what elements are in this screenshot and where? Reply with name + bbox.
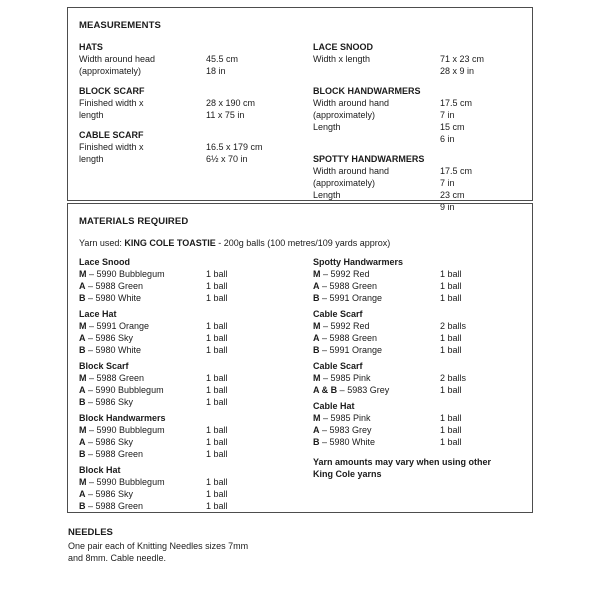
materials-group-title: Lace Hat	[79, 309, 117, 319]
yarn-shade-name: 5988 Green	[329, 281, 378, 291]
measurement-row	[313, 109, 524, 121]
yarn-quantity: 1 ball	[440, 333, 462, 343]
needles-text-line: and 8mm. Cable needle.	[68, 553, 167, 563]
measurement-group	[79, 129, 313, 165]
materials-group	[313, 308, 524, 356]
yarn-shade-label	[313, 344, 440, 356]
yarn-quantity: 1 ball	[440, 425, 462, 435]
measurement-value: 7 in	[440, 110, 455, 120]
yarn-shade-key: M	[79, 425, 87, 435]
yarn-row	[79, 436, 313, 448]
yarn-shade-key: A	[79, 333, 86, 343]
yarn-note-line: Yarn amounts may vary when using other	[313, 457, 492, 467]
measurement-row	[313, 65, 524, 77]
yarn-row	[313, 332, 524, 344]
yarn-shade-separator: –	[85, 437, 96, 447]
measurement-row	[313, 165, 524, 177]
yarn-shade-name: 5988 Green	[95, 281, 144, 291]
materials-group-title: Cable Hat	[313, 401, 355, 411]
yarn-shade-name: 5991 Orange	[96, 321, 150, 331]
measurement-value: 7 in	[440, 178, 455, 188]
measurement-label: (approximately)	[313, 110, 376, 120]
yarn-quantity: 1 ball	[440, 437, 462, 447]
yarn-used-line	[79, 237, 524, 249]
yarn-shade-label	[79, 372, 206, 384]
materials-title: MATERIALS REQUIRED	[79, 216, 189, 227]
yarn-quantity: 1 ball	[206, 477, 228, 487]
yarn-shade-name: 5990 Bubblegum	[95, 385, 164, 395]
yarn-shade-separator: –	[320, 373, 331, 383]
yarn-shade-label	[79, 292, 206, 304]
yarn-shade-name: 5988 Green	[95, 449, 144, 459]
yarn-shade-separator: –	[319, 345, 330, 355]
yarn-row	[79, 424, 313, 436]
yarn-note	[313, 456, 524, 480]
measurement-label: Width x length	[313, 54, 371, 64]
materials-group	[79, 360, 313, 408]
yarn-row	[313, 280, 524, 292]
yarn-shade-name: 5985 Pink	[330, 373, 371, 383]
yarn-row	[79, 488, 313, 500]
needles-text-line: One pair each of Knitting Needles sizes 7mm	[68, 541, 249, 551]
yarn-shade-key: M	[79, 321, 87, 331]
yarn-row	[313, 412, 524, 424]
measurement-group-title: BLOCK HANDWARMERS	[313, 86, 421, 96]
measurement-label: length	[79, 110, 104, 120]
yarn-shade-separator: –	[86, 373, 97, 383]
yarn-quantity: 1 ball	[440, 281, 462, 291]
yarn-shade-label	[79, 436, 206, 448]
yarn-shade-separator: –	[85, 281, 96, 291]
measurement-label: Width around hand	[313, 166, 390, 176]
measurements-title: MEASUREMENTS	[79, 20, 161, 31]
yarn-shade-separator: –	[85, 345, 96, 355]
measurement-value: 16.5 x 179 cm	[206, 142, 263, 152]
measurements-column-left	[79, 41, 313, 173]
measurement-value: 18 in	[206, 66, 226, 76]
measurement-value: 11 x 75 in	[206, 110, 245, 120]
yarn-shade-name: 5991 Orange	[329, 293, 383, 303]
yarn-shade-label	[79, 268, 206, 280]
yarn-shade-key: M	[79, 373, 87, 383]
yarn-shade-separator: –	[319, 333, 330, 343]
yarn-row	[79, 384, 313, 396]
yarn-shade-label	[313, 372, 440, 384]
yarn-quantity: 1 ball	[206, 321, 228, 331]
yarn-shade-key: B	[313, 345, 320, 355]
yarn-shade-separator: –	[85, 449, 96, 459]
yarn-shade-label	[79, 424, 206, 436]
measurement-label: Finished width x	[79, 98, 144, 108]
yarn-quantity: 1 ball	[206, 281, 228, 291]
yarn-shade-key: A	[79, 385, 86, 395]
measurement-value: 71 x 23 cm	[440, 54, 485, 64]
yarn-shade-key: B	[79, 449, 86, 459]
yarn-row	[79, 292, 313, 304]
yarn-shade-key: B	[313, 437, 320, 447]
yarn-shade-separator: –	[320, 321, 331, 331]
materials-group-title: Cable Scarf	[313, 309, 363, 319]
yarn-shade-separator: –	[85, 397, 96, 407]
yarn-shade-name: 5980 White	[95, 293, 142, 303]
measurement-row	[313, 189, 524, 201]
yarn-shade-separator: –	[320, 269, 331, 279]
yarn-shade-label	[79, 332, 206, 344]
yarn-shade-name: 5986 Sky	[95, 397, 134, 407]
yarn-shade-name: 5991 Orange	[329, 345, 383, 355]
measurement-label	[313, 65, 440, 77]
yarn-shade-label	[313, 280, 440, 292]
measurement-value: 17.5 cm	[440, 166, 473, 176]
yarn-shade-key: A	[79, 281, 86, 291]
yarn-row	[79, 448, 313, 460]
yarn-row	[79, 320, 313, 332]
yarn-shade-name: 5980 White	[329, 437, 376, 447]
yarn-shade-label	[79, 500, 206, 512]
yarn-quantity: 1 ball	[206, 449, 228, 459]
measurement-row	[313, 133, 524, 145]
measurement-row	[79, 109, 313, 121]
measurement-group	[313, 85, 524, 145]
yarn-shade-separator: –	[86, 321, 97, 331]
measurement-group-title: HATS	[79, 42, 103, 52]
yarn-shade-name: 5992 Red	[330, 321, 370, 331]
measurement-value: 23 cm	[440, 190, 465, 200]
yarn-shade-label	[313, 384, 440, 396]
materials-group-title: Lace Snood	[79, 257, 131, 267]
measurement-label: Finished width x	[79, 142, 144, 152]
yarn-shade-key: M	[313, 269, 321, 279]
yarn-shade-key: A	[313, 281, 320, 291]
measurement-group	[79, 85, 313, 121]
yarn-shade-key: A	[313, 333, 320, 343]
materials-group	[79, 256, 313, 304]
yarn-row	[313, 436, 524, 448]
yarn-shade-label	[313, 436, 440, 448]
yarn-shade-key: M	[313, 321, 321, 331]
measurement-row	[79, 97, 313, 109]
yarn-row	[79, 280, 313, 292]
materials-group-title: Spotty Handwarmers	[313, 257, 404, 267]
yarn-shade-separator: –	[85, 385, 96, 395]
measurement-value: 45.5 cm	[206, 54, 239, 64]
yarn-shade-name: 5988 Green	[96, 373, 145, 383]
materials-column-left	[79, 256, 313, 516]
yarn-quantity: 1 ball	[206, 489, 228, 499]
yarn-shade-separator: –	[320, 413, 331, 423]
yarn-quantity: 1 ball	[206, 385, 228, 395]
yarn-row	[79, 500, 313, 512]
measurement-label: Length	[313, 190, 341, 200]
yarn-shade-label	[313, 412, 440, 424]
yarn-row	[79, 332, 313, 344]
measurements-column-right	[313, 41, 524, 221]
measurement-label: Width around head	[79, 54, 156, 64]
materials-columns	[79, 256, 524, 516]
yarn-shade-name: 5988 Green	[95, 501, 144, 511]
yarn-shade-separator: –	[319, 293, 330, 303]
yarn-row	[313, 268, 524, 280]
yarn-quantity: 1 ball	[206, 345, 228, 355]
yarn-quantity: 1 ball	[206, 373, 228, 383]
measurement-group	[79, 41, 313, 77]
yarn-shade-label	[79, 280, 206, 292]
yarn-shade-key: B	[79, 293, 86, 303]
yarn-shade-name: 5990 Bubblegum	[96, 425, 165, 435]
measurement-label: length	[79, 154, 104, 164]
yarn-shade-key: B	[79, 345, 86, 355]
materials-group	[79, 464, 313, 512]
yarn-shade-label	[313, 268, 440, 280]
needles-title: NEEDLES	[68, 527, 113, 538]
measurements-columns	[79, 41, 524, 221]
yarn-name: KING COLE TOASTIE	[124, 238, 216, 248]
yarn-shade-name: 5990 Bubblegum	[96, 269, 165, 279]
yarn-shade-name: 5992 Red	[330, 269, 370, 279]
yarn-quantity: 2 balls	[440, 321, 467, 331]
measurement-label: Length	[313, 122, 341, 132]
yarn-quantity: 1 ball	[206, 269, 228, 279]
yarn-shade-name: 5985 Pink	[330, 413, 371, 423]
yarn-shade-label	[79, 476, 206, 488]
yarn-shade-separator: –	[85, 293, 96, 303]
measurement-value: 17.5 cm	[440, 98, 473, 108]
measurement-group-title: BLOCK SCARF	[79, 86, 145, 96]
yarn-row	[313, 344, 524, 356]
materials-group	[313, 400, 524, 448]
measurement-label: Width around hand	[313, 98, 390, 108]
yarn-quantity: 1 ball	[440, 293, 462, 303]
yarn-shade-separator: –	[337, 385, 348, 395]
yarn-shade-separator: –	[85, 501, 96, 511]
yarn-shade-label	[79, 488, 206, 500]
measurement-group-title: CABLE SCARF	[79, 130, 144, 140]
measurement-value: 28 x 190 cm	[206, 98, 256, 108]
materials-group-title: Cable Scarf	[313, 361, 363, 371]
measurements-section	[67, 7, 533, 212]
measurement-group-title: SPOTTY HANDWARMERS	[313, 154, 425, 164]
measurement-group-title: LACE SNOOD	[313, 42, 374, 52]
yarn-shade-key: M	[79, 477, 87, 487]
yarn-shade-separator: –	[86, 269, 97, 279]
materials-group-title: Block Hat	[79, 465, 121, 475]
yarn-quantity: 1 ball	[440, 345, 462, 355]
yarn-quantity: 1 ball	[440, 269, 462, 279]
yarn-shade-name: 5983 Grey	[329, 425, 372, 435]
measurement-group	[313, 41, 524, 77]
yarn-quantity: 1 ball	[206, 333, 228, 343]
yarn-row	[313, 292, 524, 304]
yarn-row	[313, 384, 524, 396]
yarn-quantity: 1 ball	[440, 385, 462, 395]
needles-section	[68, 527, 248, 564]
yarn-shade-separator: –	[319, 425, 330, 435]
measurement-value: 15 cm	[440, 122, 465, 132]
yarn-shade-separator: –	[319, 437, 330, 447]
yarn-shade-label	[313, 332, 440, 344]
materials-group	[79, 308, 313, 356]
yarn-row	[313, 372, 524, 384]
yarn-shade-label	[313, 292, 440, 304]
yarn-shade-name: 5990 Bubblegum	[96, 477, 165, 487]
materials-column-right	[313, 256, 524, 480]
yarn-shade-key: M	[313, 373, 321, 383]
yarn-shade-key: M	[79, 269, 87, 279]
yarn-row	[79, 372, 313, 384]
yarn-shade-key: B	[79, 397, 86, 407]
yarn-shade-key: B	[79, 501, 86, 511]
yarn-shade-label	[313, 320, 440, 332]
yarn-shade-name: 5986 Sky	[95, 437, 134, 447]
yarn-shade-label	[79, 396, 206, 408]
yarn-shade-key: A	[79, 437, 86, 447]
yarn-quantity: 1 ball	[206, 425, 228, 435]
yarn-shade-key: B	[313, 293, 320, 303]
measurement-row	[79, 141, 313, 153]
yarn-shade-name: 5983 Grey	[347, 385, 390, 395]
yarn-shade-name: 5980 White	[95, 345, 142, 355]
materials-group	[313, 360, 524, 396]
yarn-shade-label	[79, 344, 206, 356]
yarn-shade-separator: –	[85, 489, 96, 499]
measurement-label	[313, 133, 440, 145]
yarn-shade-label	[79, 384, 206, 396]
measurement-row	[313, 177, 524, 189]
yarn-quantity: 1 ball	[206, 437, 228, 447]
yarn-shade-label	[313, 424, 440, 436]
yarn-row	[79, 396, 313, 408]
measurement-row	[79, 153, 313, 165]
measurement-value: 28 x 9 in	[440, 66, 475, 76]
yarn-quantity: 1 ball	[206, 397, 228, 407]
measurement-label: (approximately)	[313, 178, 376, 188]
measurement-row	[79, 65, 313, 77]
yarn-used-suffix: - 200g balls (100 metres/109 yards approx)	[215, 238, 391, 248]
yarn-row	[313, 424, 524, 436]
measurement-row	[313, 97, 524, 109]
yarn-shade-separator: –	[319, 281, 330, 291]
materials-group	[313, 256, 524, 304]
materials-group-title: Block Handwarmers	[79, 413, 166, 423]
measurement-value: 9 in	[440, 202, 455, 212]
yarn-shade-separator: –	[85, 333, 96, 343]
measurement-label: (approximately)	[79, 66, 142, 76]
yarn-quantity: 1 ball	[440, 413, 462, 423]
yarn-shade-name: 5986 Sky	[95, 333, 134, 343]
yarn-shade-name: 5986 Sky	[95, 489, 134, 499]
measurement-row	[313, 53, 524, 65]
yarn-shade-separator: –	[86, 425, 97, 435]
measurement-value: 6½ x 70 in	[206, 154, 248, 164]
yarn-quantity: 2 balls	[440, 373, 467, 383]
yarn-row	[79, 268, 313, 280]
yarn-shade-separator: –	[86, 477, 97, 487]
yarn-shade-label	[79, 320, 206, 332]
yarn-quantity: 1 ball	[206, 293, 228, 303]
measurement-value: 6 in	[440, 134, 455, 144]
yarn-shade-key: A	[313, 425, 320, 435]
yarn-shade-label	[79, 448, 206, 460]
yarn-shade-key: M	[313, 413, 321, 423]
materials-section	[67, 203, 533, 513]
yarn-row	[313, 320, 524, 332]
yarn-shade-name: 5988 Green	[329, 333, 378, 343]
measurement-row	[313, 121, 524, 133]
yarn-shade-key: A & B	[313, 385, 338, 395]
yarn-shade-key: A	[79, 489, 86, 499]
measurement-row	[79, 53, 313, 65]
yarn-row	[79, 476, 313, 488]
materials-group	[79, 412, 313, 460]
materials-group-title: Block Scarf	[79, 361, 129, 371]
yarn-note-line: King Cole yarns	[313, 469, 382, 479]
yarn-used-prefix: Yarn used:	[79, 238, 125, 248]
yarn-row	[79, 344, 313, 356]
yarn-quantity: 1 ball	[206, 501, 228, 511]
